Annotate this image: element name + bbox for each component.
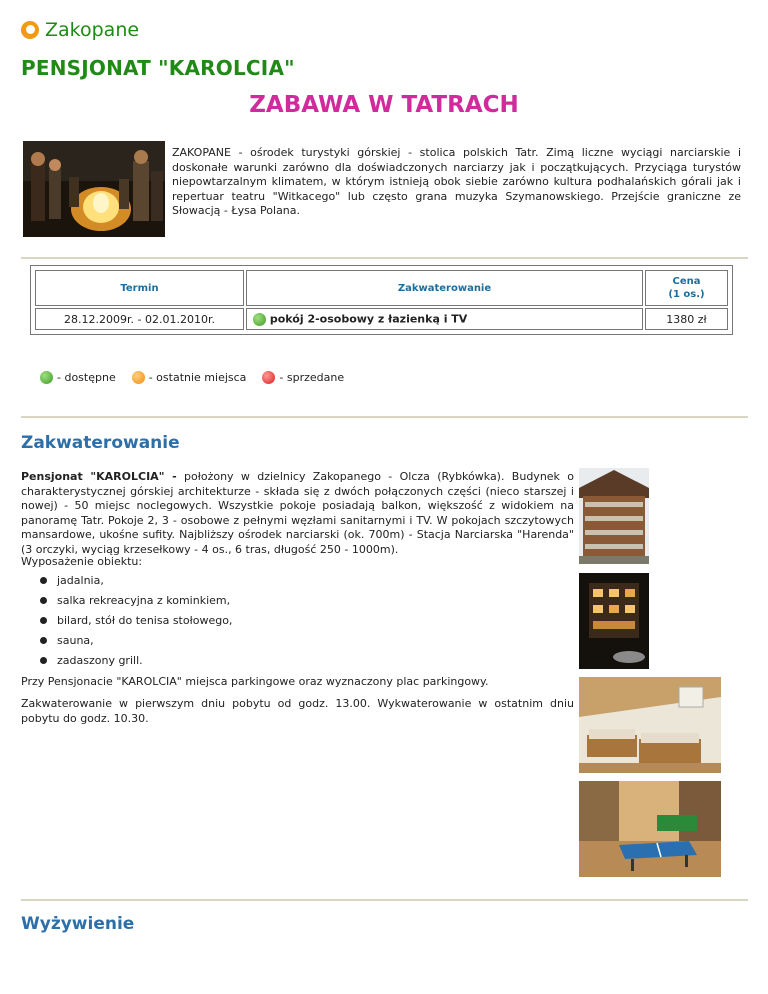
termin-cell: 28.12.2009r. - 02.01.2010r. [35,308,244,330]
equipment-list [40,571,232,671]
list-item [40,571,232,590]
equipment-item: zadaszony grill. [57,654,143,667]
checkin-paragraph: Zakwaterowanie w pierwszym dniu pobytu od godz. 13.00. Wykwaterowanie w ostatnim dniu pobytu do godz. 10.30. [21,697,574,725]
column-header-termin: Termin [35,270,244,306]
list-item [40,611,232,630]
legend-available [40,371,116,384]
availability-legend [40,371,360,384]
bonfire-photo [23,141,165,237]
list-item [40,591,232,610]
accommodation-lead: Pensjonat "KAROLCIA" - [21,470,177,483]
legend-last [132,371,247,384]
section-title-accommodation: Zakwaterowanie [21,433,180,453]
pension-title: PENSJONAT "KAROLCIA" [21,56,295,80]
available-status-icon [253,313,266,326]
location-header [21,19,139,41]
bullet-icon [40,577,47,584]
recreation-room-photo [579,781,721,877]
orange-dot-icon [132,371,145,384]
bullet-icon [40,597,47,604]
table-header-row [35,270,728,306]
parking-paragraph: Przy Pensjonacie "KAROLCIA" miejsca parkingowe oraz wyznaczony plac parkingowy. [21,675,489,688]
room-name: pokój 2-osobowy z łazienką i TV [269,312,468,326]
legend-available-label: - dostępne [57,371,116,384]
intro-paragraph: ZAKOPANE - ośrodek turystyki górskiej - stolica polskich Tatr. Zimą liczne wyciągi narciarskie i doskonałe warunki zarówno dla doświadczonych narciarzy jak i początkujących. Przyciąga turystów niepowtarzalnym klimatem, w którym istnieją obok siebie zarówno kultura podhalańskich górali jak i repertuar teatru "Witkacego" lub często grana muzyka Szymanowskiego. Przejście graniczne ze Słowacją - Łysa Polana. [172,146,741,217]
price-cell: 1380 zł [645,308,728,330]
page-headline: ZABAWA W TATRACH [249,92,519,118]
bullet-icon [40,637,47,644]
bullet-icon [40,657,47,664]
column-header-zakwaterowanie: Zakwaterowanie [246,270,643,306]
list-item [40,631,232,650]
list-item [40,651,232,670]
location-name: Zakopane [45,19,140,41]
equipment-item: bilard, stół do tenisa stołowego, [57,614,233,627]
table-row[interactable] [35,308,728,330]
room-photo [579,677,721,773]
accommodation-text: położony w dzielnicy Zakopanego - Olcza (Rybkówka). Budynek o charakterystycznej górskiej architekturze - składa się z dwóch połączonych części (nieco starszej i nowej) - 50 miejsc noclegowych. Wszystkie pokoje posiadają balkon, większość z widokiem na panoramę Tatr. Pokoje 2, 3 - osobowe z pełnymi węzłami sanitarnymi i TV. W pokojach szczytowych mansardowe, ukośne sufity. Najbliższy ośrodek narciarski (ok. 700m) - Stacja Narciarska "Harenda" (3 orczyki, wyciąg krzesełkowy - 4 os., 6 tras, długość 250 - 1000m). [21,470,574,556]
legend-sold [262,371,344,384]
equipment-item: salka rekreacyjna z kominkiem, [57,594,231,607]
night-building-photo [579,573,649,669]
divider [21,416,748,418]
equipment-item: jadalnia, [57,574,104,587]
equipment-title: Wyposażenie obiektu: [21,555,143,568]
offers-table [30,265,733,335]
cena-sublabel: (1 os.) [668,289,705,301]
section-title-food: Wyżywienie [21,914,135,934]
cena-label: Cena [672,276,701,288]
bullet-icon [40,617,47,624]
red-dot-icon [262,371,275,384]
divider [21,257,748,259]
column-header-cena [645,270,728,306]
equipment-item: sauna, [57,634,94,647]
accommodation-paragraph [21,470,574,557]
divider [21,899,748,901]
green-dot-icon [40,371,53,384]
legend-last-label: - ostatnie miejsca [148,371,247,384]
building-photo [579,468,649,564]
location-marker-icon [21,21,39,39]
legend-sold-label: - sprzedane [279,371,345,384]
room-cell[interactable] [246,308,643,330]
